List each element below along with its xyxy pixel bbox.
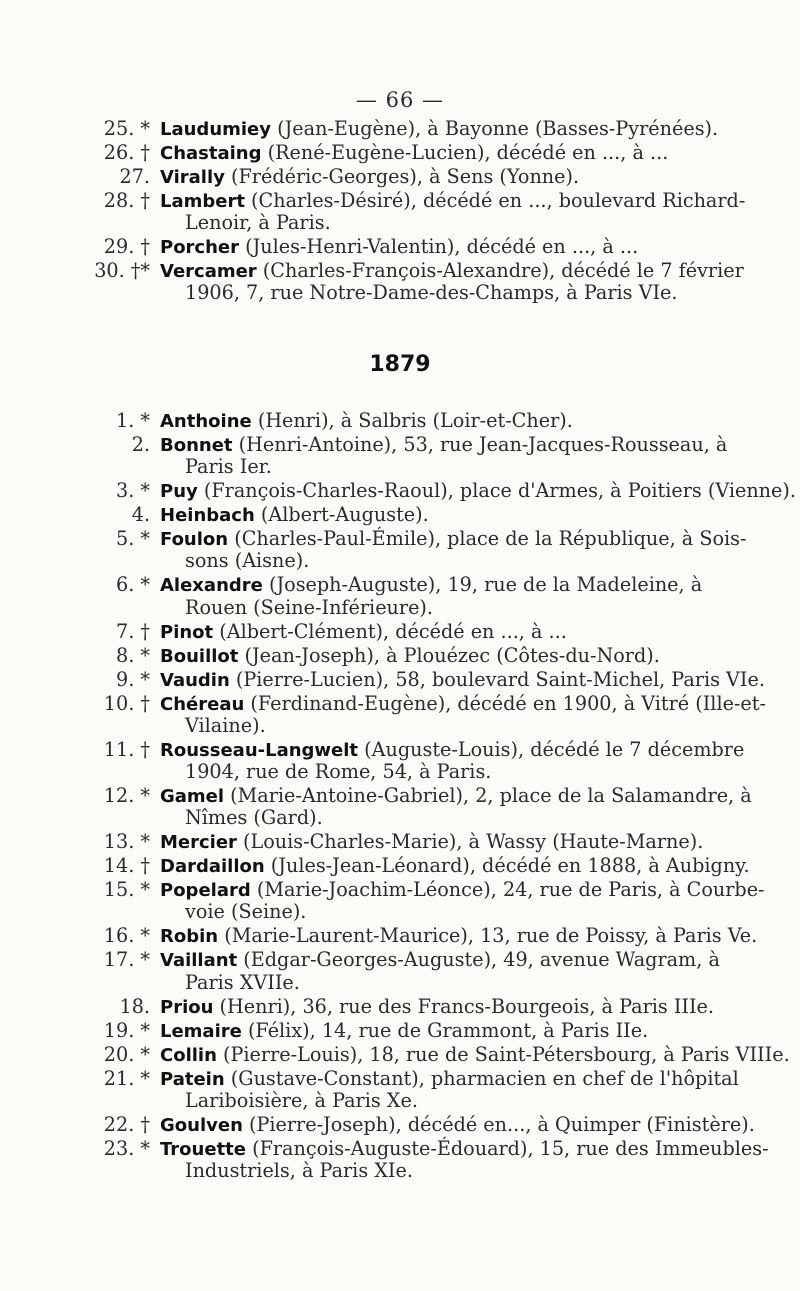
entry-number: 19. *: [103, 1018, 150, 1042]
entry-name: Vercamer: [160, 261, 257, 283]
entry-line: Anthoine (Henri), à Salbris (Loir-et-Cher).: [160, 409, 573, 432]
entry-line: Popelard (Marie-Joachim-Léonce), 24, rue de Paris, à Courbe-: [160, 878, 765, 902]
entry-line: Puy (François-Charles-Raoul), place d'Armes, à Poitiers (Vienne).: [160, 479, 796, 503]
entry-number: 21. *: [103, 1066, 150, 1090]
entry-line: Nîmes (Gard).: [185, 806, 323, 830]
list-item: [0, 504, 800, 526]
list-item: [0, 693, 800, 737]
entry-number: 13. *: [103, 830, 150, 854]
entry-name: Chastaing: [160, 143, 262, 164]
list-item: [0, 1138, 800, 1182]
entry-line: Foulon (Charles-Paul-Émile), place de la République, à Sois-: [160, 527, 747, 551]
year-heading: 1879: [369, 352, 431, 377]
entry-name: Vaudin: [160, 669, 230, 691]
entry-line: Lambert (Charles-Désiré), décédé en ..., boulevard Richard-: [160, 189, 746, 212]
list-item: [0, 434, 800, 478]
entry-line: Paris Ier.: [185, 455, 272, 479]
list-item: [0, 855, 800, 877]
entry-number: 28. †: [103, 189, 150, 212]
list-item: [0, 879, 800, 923]
entry-name: Lambert: [160, 191, 245, 212]
entry-line: Rousseau-Langwelt (Auguste-Louis), décédé le 7 décembre: [160, 737, 745, 761]
entry-line: Lenoir, à Paris.: [185, 211, 331, 235]
entry-line: Gamel (Marie-Antoine-Gabriel), 2, place de la Salamandre, à: [160, 784, 752, 807]
entry-line: Laudumiey (Jean-Eugène), à Bayonne (Basses-Pyrénées).: [160, 117, 719, 140]
entry-name: Bonnet: [160, 435, 233, 456]
list-item: [0, 528, 800, 572]
entry-name: Pinot: [160, 621, 214, 643]
entry-name: Puy: [160, 481, 198, 503]
entry-line: Chastaing (René-Eugène-Lucien), décédé en ..., à ...: [160, 141, 669, 164]
list-item: [0, 739, 800, 783]
entry-line: Lariboisière, à Paris Xe.: [185, 1088, 418, 1112]
entry-name: Robin: [160, 926, 219, 948]
list-item: [0, 996, 800, 1018]
entry-name: Heinbach: [160, 505, 255, 527]
entry-number: 29. †: [103, 235, 150, 259]
list-item: [0, 190, 800, 234]
entry-name: Trouette: [160, 1138, 246, 1160]
entry-line: Industriels, à Paris XIe.: [185, 1158, 413, 1182]
entry-line: 1904, rue de Rome, 54, à Paris.: [185, 759, 492, 783]
entry-name: Collin: [160, 1044, 217, 1066]
entry-line: Goulven (Pierre-Joseph), décédé en..., à Quimper (Finistère).: [160, 1112, 755, 1136]
entry-name: Laudumiey: [160, 119, 271, 140]
entry-line: Vercamer (Charles-François-Alexandre), décédé le 7 février: [160, 259, 744, 283]
entry-line: Virally (Frédéric-Georges), à Sens (Yonne).: [160, 165, 580, 188]
entry-number: 7. †: [116, 619, 150, 643]
list-item: [0, 949, 800, 993]
entry-line: sons (Aisne).: [185, 549, 310, 573]
entry-number: 17. *: [103, 948, 150, 972]
entry-number: 25. *: [103, 117, 150, 140]
entry-line: Chéreau (Ferdinand-Eugène), décédé en 1900, à Vitré (Ille-et-: [160, 691, 766, 715]
entry-number: 12. *: [103, 784, 150, 807]
entry-number: 23. *: [103, 1136, 150, 1160]
list-item: [0, 1068, 800, 1112]
entry-number: 10. †: [103, 691, 150, 715]
entry-name: Foulon: [160, 529, 229, 551]
entry-name: Goulven: [160, 1114, 243, 1136]
entry-number: 5. *: [116, 527, 150, 551]
entry-name: Patein: [160, 1068, 225, 1090]
entry-number: 18.: [119, 994, 150, 1018]
entry-number: 15. *: [103, 878, 150, 902]
entry-name: Priou: [160, 996, 214, 1018]
list-item: [0, 621, 800, 643]
page-number: — 66 —: [355, 88, 445, 112]
entry-number: 8. *: [116, 643, 150, 667]
entry-name: Chéreau: [160, 693, 245, 715]
list-item: [0, 925, 800, 947]
entry-line: Priou (Henri), 36, rue des Francs-Bourgeois, à Paris IIIe.: [160, 994, 715, 1018]
list-item: [0, 1114, 800, 1136]
list-item: [0, 236, 800, 258]
entry-line: Collin (Pierre-Louis), 18, rue de Saint-Pétersbourg, à Paris VIIIe.: [160, 1042, 790, 1066]
entry-name: Bouillot: [160, 645, 239, 667]
entry-name: Popelard: [160, 880, 251, 902]
list-item: [0, 166, 800, 188]
entry-line: Patein (Gustave-Constant), pharmacien en chef de l'hôpital: [160, 1066, 739, 1090]
entry-name: Alexandre: [160, 575, 263, 597]
list-item: [0, 669, 800, 691]
entry-name: Gamel: [160, 786, 225, 807]
entry-line: Heinbach (Albert-Auguste).: [160, 503, 429, 527]
entry-line: Vaillant (Edgar-Georges-Auguste), 49, avenue Wagram, à: [160, 948, 720, 972]
entry-line: Mercier (Louis-Charles-Marie), à Wassy (Haute-Marne).: [160, 830, 704, 854]
entry-number: 9. *: [116, 667, 150, 691]
list-item: [0, 142, 800, 164]
entry-line: Dardaillon (Jules-Jean-Léonard), décédé en 1888, à Aubigny.: [160, 854, 750, 878]
entry-line: Alexandre (Joseph-Auguste), 19, rue de la Madeleine, à: [160, 573, 703, 597]
entry-number: 27.: [119, 165, 150, 188]
entry-name: Vaillant: [160, 950, 238, 972]
list-item: [0, 410, 800, 432]
list-item: [0, 831, 800, 853]
entry-number: 2.: [131, 433, 150, 456]
entry-name: Mercier: [160, 832, 237, 854]
entry-number: 30. †*: [94, 259, 150, 283]
entry-line: Bouillot (Jean-Joseph), à Plouézec (Côtes-du-Nord).: [160, 643, 660, 667]
entry-number: 16. *: [103, 924, 150, 948]
list-item: [0, 574, 800, 618]
entry-number: 14. †: [103, 854, 150, 878]
entry-number: 6. *: [116, 573, 150, 597]
entry-name: Rousseau-Langwelt: [160, 739, 359, 761]
entry-number: 3. *: [116, 479, 150, 503]
entry-number: 11. †: [103, 737, 150, 761]
entry-line: Paris XVIIe.: [185, 970, 300, 994]
entry-line: Trouette (François-Auguste-Édouard), 15, rue des Immeubles-: [160, 1136, 769, 1160]
entry-number: 4.: [131, 503, 150, 527]
list-item: [0, 785, 800, 829]
entry-line: 1906, 7, rue Notre-Dame-des-Champs, à Paris VIe.: [185, 281, 678, 305]
entry-line: Robin (Marie-Laurent-Maurice), 13, rue de Poissy, à Paris Ve.: [160, 924, 758, 948]
list-item: [0, 1044, 800, 1066]
entry-name: Porcher: [160, 237, 240, 259]
entry-number: 22. †: [103, 1112, 150, 1136]
entry-name: Virally: [160, 167, 225, 188]
entry-line: Porcher (Jules-Henri-Valentin), décédé en ..., à ...: [160, 235, 639, 259]
entry-line: Pinot (Albert-Clément), décédé en ..., à ...: [160, 619, 567, 643]
list-item: [0, 118, 800, 140]
entry-number: 26. †: [103, 141, 150, 164]
list-item: [0, 260, 800, 304]
list-item: [0, 1020, 800, 1042]
list-item: [0, 645, 800, 667]
entry-name: Dardaillon: [160, 856, 265, 878]
entry-line: Bonnet (Henri-Antoine), 53, rue Jean-Jacques-Rousseau, à: [160, 433, 728, 456]
entry-name: Lemaire: [160, 1020, 242, 1042]
entry-line: Lemaire (Félix), 14, rue de Grammont, à Paris IIe.: [160, 1018, 649, 1042]
list-item: [0, 480, 800, 502]
entry-name: Anthoine: [160, 411, 252, 432]
entry-line: Vilaine).: [185, 713, 266, 737]
entry-line: Vaudin (Pierre-Lucien), 58, boulevard Saint-Michel, Paris VIe.: [160, 667, 765, 691]
entry-number: 20. *: [103, 1042, 150, 1066]
entry-line: voie (Seine).: [185, 900, 307, 924]
entry-line: Rouen (Seine-Inférieure).: [185, 595, 434, 619]
entry-number: 1. *: [116, 409, 150, 432]
